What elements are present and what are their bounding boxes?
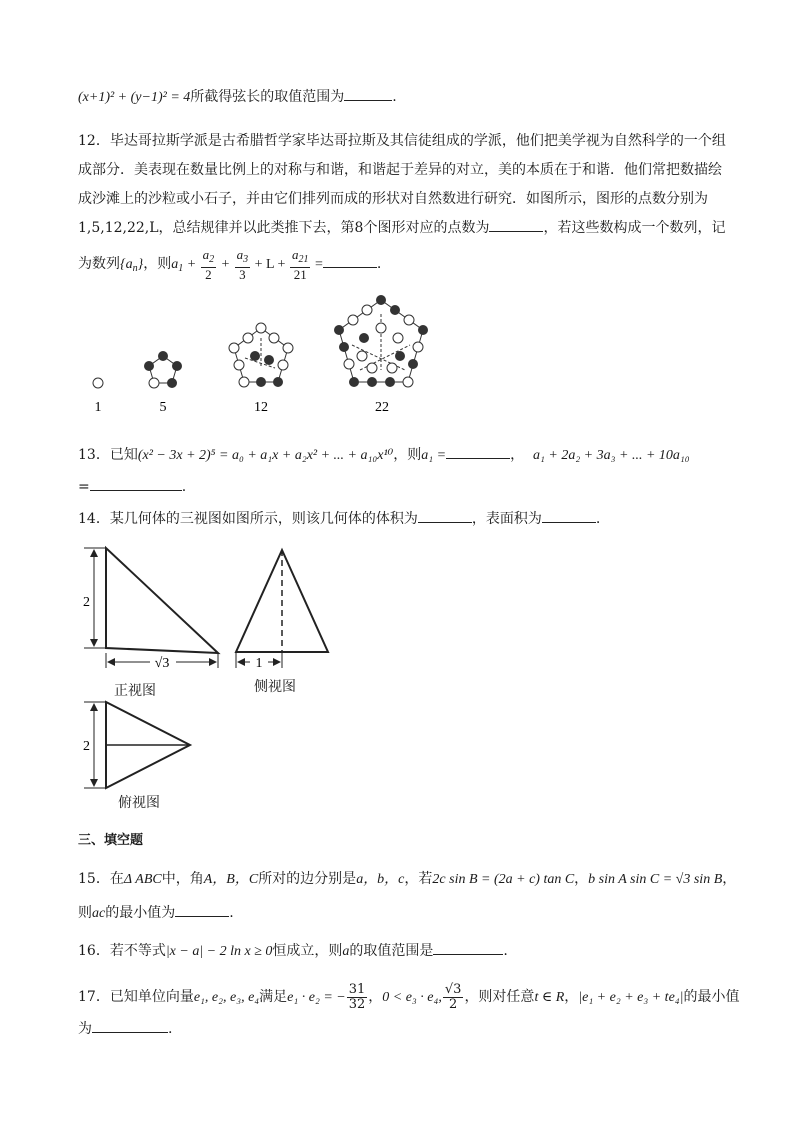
- q12-line1: [78, 130, 726, 152]
- q17-end: .: [168, 1021, 173, 1037]
- q11-text: 所截得弦长的取值范围为: [190, 89, 345, 105]
- q12-blank2: [323, 253, 377, 268]
- side-view-label: 侧视图: [254, 679, 296, 695]
- q16-t2: 恒成立，则: [272, 943, 343, 959]
- q17-frac2: [443, 983, 464, 1012]
- q17-frac1: [347, 983, 368, 1012]
- q17-dot2: 0 < e₃ · e₄,: [382, 990, 442, 1005]
- q11-tail: [78, 86, 397, 109]
- q12-text3: 成沙滩上的沙粒或小石子，并由它们排列而成的形状对自然数进行研究．如图所示，图形的点数分别为: [78, 191, 708, 207]
- q11-answer-blank: [344, 86, 392, 101]
- q14-text2: ，表面积为: [471, 511, 542, 527]
- q17-line1: [78, 982, 740, 1013]
- q13-number: 13．: [78, 447, 110, 463]
- q17-frac2-den: 2: [449, 996, 458, 1012]
- q15-t3: 所对的边分别是: [258, 871, 357, 887]
- q17-t7: 为: [78, 1021, 92, 1037]
- q13-text1: 已知: [109, 447, 138, 463]
- q15-ac: ac: [92, 906, 106, 921]
- q12-text5b: ，则: [143, 256, 172, 273]
- q12-sum: $a_1$ + $\frac{a_2}{2}$ + $\frac{a_3}{3}$ + L + $\frac{a_{21}}{21}$ =: [171, 247, 323, 282]
- q15-condition2: b sin A sin C = √3 sin B: [588, 872, 723, 887]
- q13-blank1: [446, 444, 510, 459]
- q17-frac1-num: 31: [348, 981, 366, 997]
- q13-a1: a₁ =: [421, 448, 447, 463]
- q17-number: 17．: [78, 989, 110, 1005]
- q15-line2: [78, 902, 234, 925]
- q12-text5a: 为数列: [78, 256, 120, 273]
- q12-line5: [78, 248, 381, 284]
- q15-angles: A，B，C: [203, 872, 259, 887]
- q15-condition1: 2c sin B = (2a + c) tan C: [432, 872, 575, 887]
- q11-end: .: [392, 89, 397, 105]
- q13-blank2: [90, 476, 182, 491]
- q13-eq: =: [78, 479, 90, 495]
- q15-end: .: [229, 905, 234, 921]
- side-view: [236, 550, 328, 671]
- q17-t4: ，则对任意: [464, 989, 535, 1005]
- front-view-label: 正视图: [114, 683, 156, 699]
- q12-text2: 成部分．美表现在数量比例上的对称与和谐，和谐起于差异的对立，美的本质在于和谐．他们常把数描绘: [78, 162, 722, 178]
- q14-blank2: [542, 508, 596, 523]
- fig22-pentagon: [334, 295, 428, 387]
- q16-t3: 的取值范围是: [349, 943, 434, 959]
- q12-text4b: ，若这些数构成一个数列，记: [543, 220, 726, 236]
- q15-t5: ，: [574, 871, 589, 887]
- q15-t6: ，: [722, 871, 737, 887]
- q13-text2: ，则: [393, 447, 422, 463]
- q15-sides: a，b，c: [356, 872, 405, 887]
- q16-blank: [433, 940, 503, 955]
- q12-text1: 毕达哥拉斯学派是古希腊哲学家毕达哥拉斯及其信徒组成的学派，他们把美学视为自然科学的一个组: [109, 133, 726, 149]
- q13-line1: [78, 444, 690, 467]
- q15-t4: ，若: [404, 871, 433, 887]
- q12-eq: =: [314, 257, 323, 273]
- q15-line1: [78, 868, 736, 891]
- q15-t2: 中，角: [161, 871, 204, 887]
- q13-end: .: [181, 479, 187, 495]
- fig-label-5: 5: [159, 400, 167, 415]
- q17-blank: [92, 1018, 168, 1033]
- q16-end: .: [503, 943, 508, 959]
- q14-number: 14．: [78, 511, 110, 527]
- q16-t1: 若不等式: [109, 943, 166, 959]
- front-dim-sqrt3: √3: [154, 656, 170, 671]
- top-view: [83, 702, 190, 788]
- fig12-pentagon: [229, 323, 293, 387]
- q16-line: [78, 940, 508, 963]
- top-view-label: 俯视图: [118, 795, 160, 811]
- q15-t1: 在: [109, 871, 124, 887]
- q14-line: [78, 508, 600, 530]
- q14-end: .: [595, 511, 601, 527]
- q13-weighted-sum: a₁ + 2a₂ + 3a₃ + ... + 10a₁₀: [533, 448, 690, 463]
- q17-vectors: e₁, e₂, e₃, e₄: [193, 990, 260, 1005]
- q17-t6: 的最小值: [683, 989, 740, 1005]
- front-dim-2: 2: [83, 595, 90, 610]
- fig1-dot: [93, 378, 103, 388]
- q15-t7: 则: [78, 905, 92, 921]
- q14-text1: 某几何体的三视图如图所示，则该几何体的体积为: [109, 511, 418, 527]
- q17-line2: [78, 1018, 172, 1040]
- q17-t1: 已知单位向量: [109, 989, 194, 1005]
- q15-triangle: Δ ABC: [123, 872, 162, 887]
- q13-expr: (x² − 3x + 2)⁵ = a₀ + a₁x + a₂x² + ... + a₁₀x¹⁰: [137, 448, 394, 463]
- fig-label-22: 22: [375, 400, 389, 415]
- q14-blank1: [418, 508, 472, 523]
- q12-line3: [78, 188, 708, 210]
- q17-t-in-R: t ∈ R: [534, 990, 565, 1005]
- q17-frac2-num: √3: [444, 981, 462, 997]
- q12-text4a: ，总结规律并以此类推下去，第8个图形对应的点数为: [158, 220, 490, 236]
- q12-end: .: [376, 256, 382, 273]
- q17-t3: ，: [368, 989, 383, 1005]
- q13-line2: [78, 476, 186, 498]
- pentagonal-numbers-figure: [0, 290, 794, 420]
- q12-ellipsis: + L +: [254, 257, 286, 273]
- q12-blank1: [489, 217, 543, 232]
- q16-inequality: |x − a| − 2 ln x ≥ 0: [165, 944, 273, 959]
- q17-norm: |e₁ + e₂ + e₃ + te₄|: [578, 990, 684, 1005]
- q17-frac1-den: 32: [348, 996, 366, 1012]
- q12-sequence: 1,5,12,22,L: [78, 220, 159, 236]
- q11-expr: (x+1)² + (y−1)² = 4: [78, 90, 191, 105]
- q15-t8: 的最小值为: [105, 905, 176, 921]
- q17-dot1: e₁ · e₂ = −: [287, 990, 346, 1005]
- q12-number: 12．: [78, 133, 110, 149]
- q15-blank: [175, 902, 229, 917]
- fig-label-12: 12: [254, 400, 268, 415]
- q15-number: 15．: [78, 871, 110, 887]
- front-view: [83, 548, 218, 671]
- top-dim-2: 2: [83, 739, 90, 754]
- fig5-pentagon: [144, 351, 182, 388]
- q12-seq-notation: $\{a_n\}$: [120, 257, 144, 275]
- q16-number: 16．: [78, 943, 110, 959]
- fig-label-1: 1: [94, 400, 102, 415]
- q16-a: a: [342, 944, 350, 959]
- q17-t5: ，: [564, 989, 579, 1005]
- q13-comma: ，: [510, 447, 525, 463]
- q12-line4: [78, 217, 725, 239]
- side-dim-1: 1: [255, 656, 263, 671]
- section-3-title: 三、填空题: [78, 833, 144, 848]
- q17-t2: 满足: [259, 989, 288, 1005]
- q12-line2: [78, 159, 722, 181]
